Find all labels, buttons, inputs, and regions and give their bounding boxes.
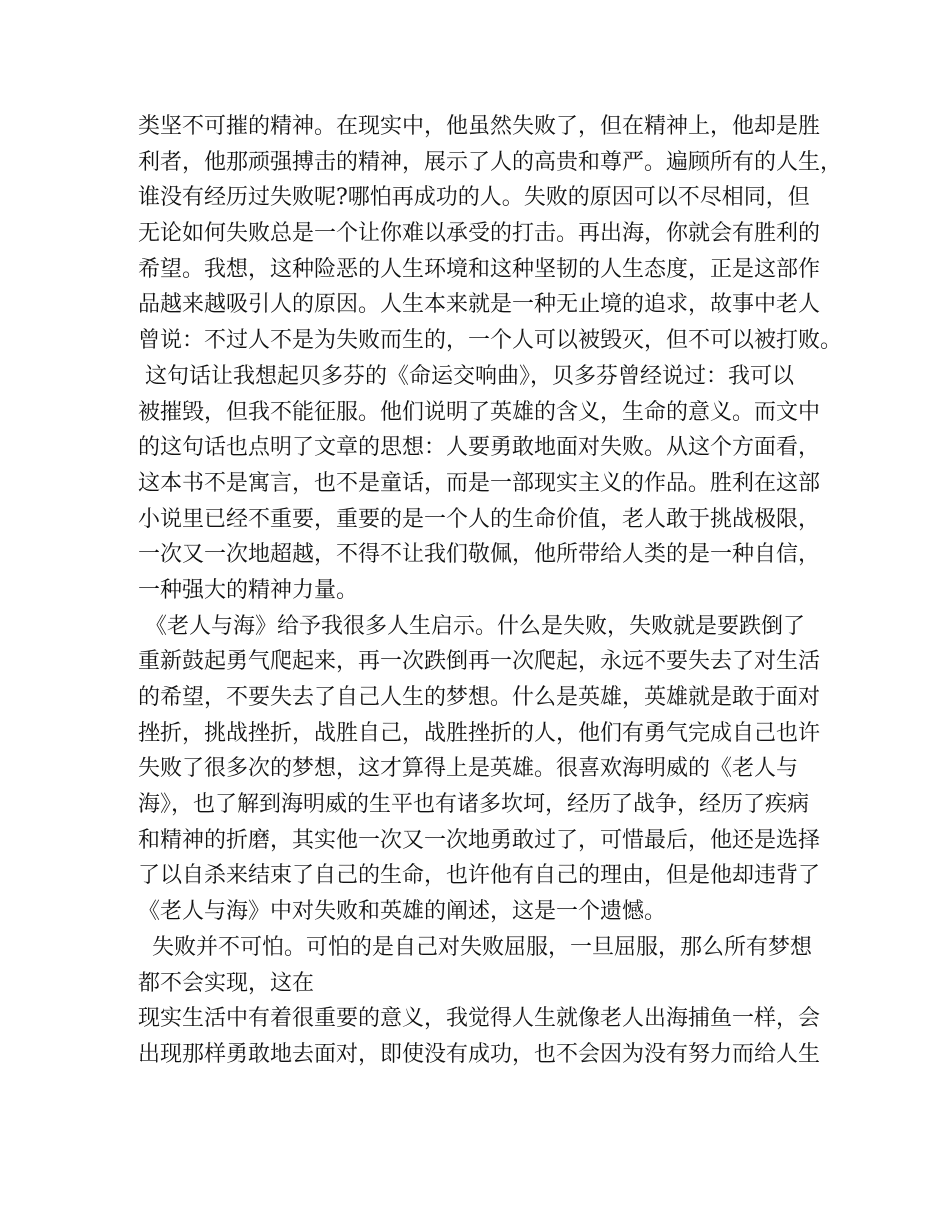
- text-line: 了以自杀来结束了自己的生命，也许他有自己的理由，但是他却违背了: [138, 863, 821, 889]
- text-line: 海》，也了解到海明威的生平也有诸多坎坷，经历了战争，经历了疾病: [138, 792, 810, 818]
- text-line: 《老人与海》给予我很多人生启示。什么是失败，失败就是要跌倒了: [138, 613, 805, 639]
- text-line: 被摧毁，但我不能征服。他们说明了英雄的含义，生命的意义。而文中: [138, 399, 821, 425]
- text-line: 的这句话也点明了文章的思想：人要勇敢地面对失败。从这个方面看，: [138, 435, 821, 461]
- text-line: 曾说：不过人不是为失败而生的，一个人可以被毁灭，但不可以被打败。: [138, 328, 843, 354]
- text-line: 《老人与海》中对失败和英雄的阐述，这是一个遗憾。: [138, 899, 667, 925]
- text-line: 品越来越吸引人的原因。人生本来就是一种无止境的追求，故事中老人: [138, 292, 821, 318]
- body-text: [138, 109, 843, 1073]
- text-line: 和精神的折磨，其实他一次又一次地勇敢过了，可惜最后，他还是选择: [138, 827, 821, 853]
- text-line: 无论如何失败总是一个让你难以承受的打击。再出海，你就会有胜利的: [138, 221, 821, 247]
- text-line: 重新鼓起勇气爬起来，再一次跌倒再一次爬起，永远不要失去了对生活: [138, 649, 821, 675]
- text-line: 这句话让我想起贝多芬的《命运交响曲》，贝多芬曾经说过：我可以: [138, 363, 794, 389]
- text-line: 一次又一次地超越，不得不让我们敬佩，他所带给人类的是一种自信，: [138, 542, 821, 568]
- text-line: 这本书不是寓言，也不是童话，而是一部现实主义的作品。胜利在这部: [138, 470, 821, 496]
- text-line: 挫折，挑战挫折，战胜自己，战胜挫折的人，他们有勇气完成自己也许: [138, 720, 821, 746]
- text-line: 的希望，不要失去了自己人生的梦想。什么是英雄，英雄就是敢于面对: [138, 685, 821, 710]
- text-line: 一种强大的精神力量。: [138, 577, 359, 603]
- text-line: 失败并不可怕。可怕的是自己对失败屈服，一旦屈服，那么所有梦想: [138, 934, 812, 960]
- text-line: 现实生活中有着很重要的意义，我觉得人生就像老人出海捕鱼一样，会: [138, 1006, 821, 1032]
- text-line: 出现那样勇敢地去面对，即使没有成功，也不会因为没有努力而给人生: [138, 1041, 821, 1067]
- text-line: 都不会实现，这在: [138, 970, 315, 996]
- text-line: 小说里已经不重要，重要的是一个人的生命价值，老人敢于挑战极限，: [138, 506, 821, 532]
- text-line: 希望。我想，这种险恶的人生环境和这种坚韧的人生态度，正是这部作: [138, 256, 821, 282]
- text-line: 谁没有经历过失败呢?哪怕再成功的人。失败的原因可以不尽相同，但: [138, 185, 810, 211]
- text-line: 类坚不可摧的精神。在现实中，他虽然失败了，但在精神上，他却是胜: [138, 114, 821, 139]
- text-line: 失败了很多次的梦想，这才算得上是英雄。很喜欢海明威的《老人与: [138, 756, 799, 782]
- text-line: 利者，他那顽强搏击的精神，展示了人的高贵和尊严。遍顾所有的人生，: [138, 149, 843, 175]
